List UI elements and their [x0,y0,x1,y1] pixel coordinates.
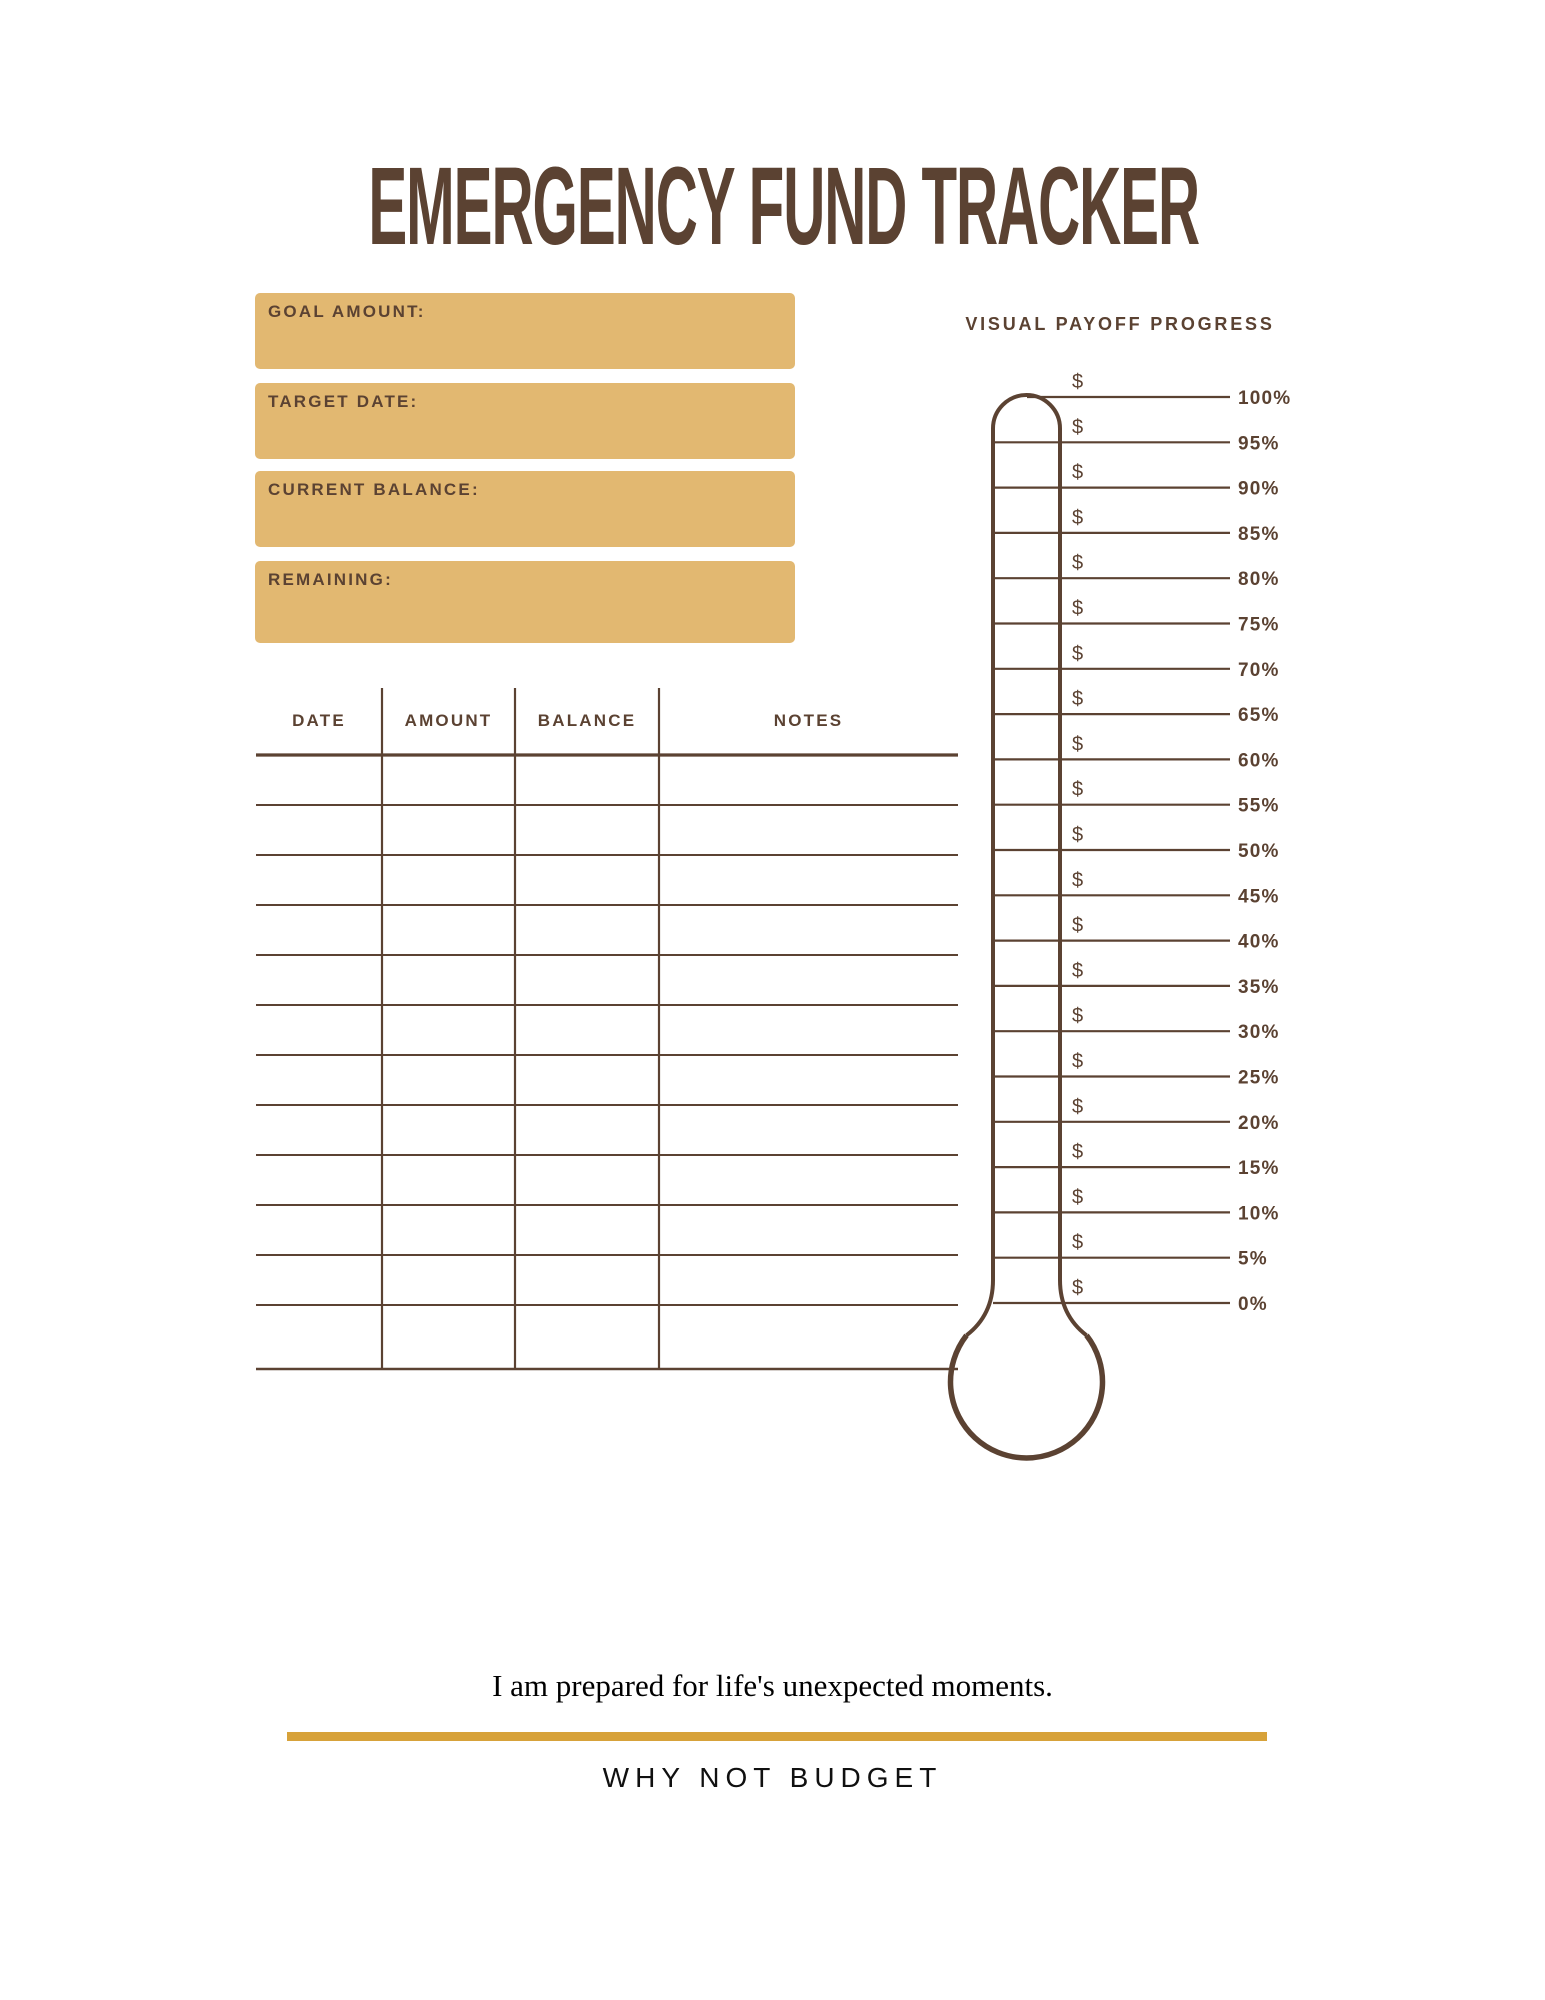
thermometer-dollar-label: $ [1072,506,1084,529]
thermometer-dollar-label: $ [1072,416,1084,439]
thermometer-dollar-label: $ [1072,1005,1084,1028]
thermometer-dollar-label: $ [1072,642,1084,665]
footer-divider-bar [287,1732,1267,1741]
thermometer [951,371,1292,1458]
thermometer-percent-label: 80% [1238,569,1280,591]
thermometer-percent-label: 90% [1238,478,1280,500]
brand-name: WHY NOT BUDGET [602,1762,943,1793]
thermometer-dollar-label: $ [1072,1050,1084,1073]
thermometer-dollar-label: $ [1072,371,1084,393]
thermometer-percent-label: 10% [1238,1203,1280,1225]
thermometer-dollar-label: $ [1072,597,1084,620]
thermometer-dollar-label: $ [1072,1277,1084,1299]
thermometer-percent-label: 0% [1238,1294,1268,1315]
thermometer-percent-label: 15% [1238,1158,1280,1180]
thermometer-dollar-label: $ [1072,914,1084,937]
thermometer-percent-label: 40% [1238,931,1280,953]
thermometer-dollar-label: $ [1072,733,1084,756]
thermometer-dollar-label: $ [1072,1095,1084,1118]
thermometer-percent-label: 75% [1238,614,1280,636]
table-grid [256,688,958,1369]
field-label-current-balance: CURRENT BALANCE: [268,480,480,499]
thermometer-percent-label: 70% [1238,659,1280,681]
thermometer-bulb [951,1335,1103,1458]
thermometer-percent-label: 5% [1238,1248,1268,1270]
thermometer-percent-label: 30% [1238,1022,1280,1044]
thermometer-dollar-label: $ [1072,1141,1084,1164]
thermometer-percent-label: 55% [1238,795,1280,817]
thermometer-heading: VISUAL PAYOFF PROGRESS [965,314,1275,334]
page-title-text: EMERGENCY FUND TRACKER [368,145,1200,268]
thermometer-dollar-label: $ [1072,688,1084,711]
thermometer-percent-label: 45% [1238,886,1280,908]
field-label-goal-amount: GOAL AMOUNT: [268,302,426,321]
thermometer-dollar-label: $ [1072,959,1084,982]
thermometer-percent-label: 85% [1238,523,1280,545]
thermometer-dollar-label: $ [1072,1231,1084,1254]
field-label-target-date: TARGET DATE: [268,392,419,411]
table-column-header-notes: NOTES [773,711,844,730]
thermometer-percent-label: 50% [1238,841,1280,862]
thermometer-percent-label: 100% [1238,388,1292,409]
thermometer-dollar-label: $ [1072,552,1084,575]
thermometer-dollar-label: $ [1072,778,1084,801]
thermometer-percent-label: 60% [1238,750,1280,772]
thermometer-percent-label: 95% [1238,433,1280,455]
thermometer-dollar-label: $ [1072,869,1084,892]
field-label-remaining: REMAINING: [268,570,393,589]
table-column-header-balance: BALANCE [537,711,637,730]
affirmation-quote: I am prepared for life's unexpected moments. [492,1668,1053,1703]
thermometer-dollar-label: $ [1072,824,1084,846]
thermometer-scale [993,371,1291,1315]
thermometer-percent-label: 35% [1238,976,1280,998]
table-column-header-amount: AMOUNT [404,711,493,730]
thermometer-tube [967,395,1087,1335]
table-column-header-date: DATE [292,711,346,730]
thermometer-percent-label: 65% [1238,705,1280,727]
thermometer-dollar-label: $ [1072,461,1084,484]
thermometer-dollar-label: $ [1072,1186,1084,1209]
thermometer-percent-label: 20% [1238,1112,1280,1134]
thermometer-percent-label: 25% [1238,1067,1280,1089]
